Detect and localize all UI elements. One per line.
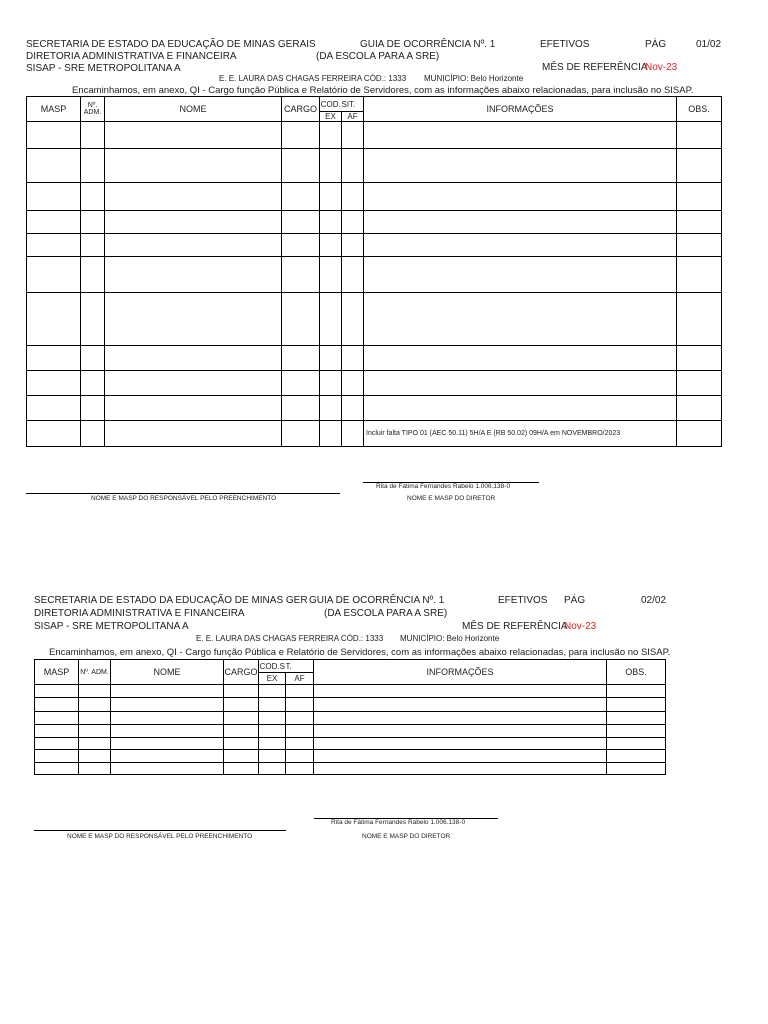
table-row [35, 750, 666, 763]
ocorrencia-table-1 [26, 96, 722, 447]
table-row [27, 122, 722, 149]
encaminhamos-text: Encaminhamos, em anexo, QI - Cargo função Pública e Relatório de Servidores, com as informações abaixo relacionadas, para inclusão no SISAP. [72, 85, 694, 96]
table-row [35, 763, 666, 775]
diretoria-title: DIRETORIA ADMINISTRATIVA E FINANCEIRA [26, 51, 237, 62]
sisap-title: SISAP - SRE METROPOLITANA A [34, 621, 189, 632]
header-sit: T. [286, 660, 314, 673]
informacoes-cell [314, 738, 607, 750]
header-informacoes: INFORMAÇÕES [364, 97, 677, 122]
informacoes-cell [314, 725, 607, 738]
informacoes-cell [364, 371, 677, 396]
mes-referencia-value: Nov-23 [645, 62, 678, 73]
header-informacoes: INFORMAÇÕES [314, 660, 607, 685]
table-row [35, 738, 666, 750]
table-row [27, 234, 722, 257]
table-row [27, 371, 722, 396]
pag-label: PÁG [564, 595, 586, 606]
header-sit: SIT. [342, 97, 364, 112]
header-af: AF [342, 112, 364, 122]
responsavel-label: NOME E MASP DO RESPONSÁVEL PELO PREENCHIMENTO [91, 495, 277, 502]
guia-title: GUIA DE OCORRÊNCIA Nº. 1 [309, 595, 445, 606]
header-nadm: Nº. ADM. [79, 660, 111, 685]
efetivos-label: EFETIVOS [540, 39, 590, 50]
informacoes-cell [364, 211, 677, 234]
mes-referencia-label: MÊS DE REFERÊNCIA [462, 621, 568, 632]
header-ex: EX [320, 112, 342, 122]
guia-title: GUIA DE OCORRÊNCIA Nº. 1 [360, 39, 496, 50]
header-nadm: Nº. ADM. [81, 97, 105, 122]
encaminhamos-text: Encaminhamos, em anexo, QI - Cargo função Pública e Relatório de Servidores, com as informações abaixo relacionadas, para inclusão no SISAP. [49, 647, 671, 658]
informacoes-cell [364, 396, 677, 421]
header-cargo: CARGO [224, 660, 259, 685]
escola-name: E. E. LAURA DAS CHAGAS FERREIRA CÓD.: 1333 [219, 74, 407, 83]
secretaria-title: SECRETARIA DE ESTADO DA EDUCAÇÃO DE MINAS GERAIS [26, 39, 316, 50]
secretaria-title: SECRETARIA DE ESTADO DA EDUCAÇÃO DE MINAS GER [34, 595, 308, 606]
informacoes-cell [364, 122, 677, 149]
pag-value: 01/02 [696, 39, 722, 50]
informacoes-cell [314, 685, 607, 698]
header-ex: EX [259, 673, 286, 685]
header-cod: COD. [320, 97, 342, 112]
responsavel-label: NOME E MASP DO RESPONSÁVEL PELO PREENCHIMENTO [67, 833, 253, 840]
header-cargo: CARGO [282, 97, 320, 122]
informacoes-cell [314, 712, 607, 725]
escola-sre-note: (DA ESCOLA PARA A SRE) [316, 51, 440, 62]
informacoes-cell [364, 183, 677, 211]
informacoes-cell [364, 234, 677, 257]
diretor-label: NOME E MASP DO DIRETOR [362, 833, 451, 840]
table-row [27, 149, 722, 183]
table-row [27, 183, 722, 211]
table-row [35, 712, 666, 725]
table-row [35, 698, 666, 712]
municipio: MUNICÍPIO: Belo Horizonte [424, 74, 524, 83]
header-masp: MASP [27, 97, 81, 122]
escola-name: E. E. LAURA DAS CHAGAS FERREIRA CÓD.: 1333 [196, 634, 384, 643]
escola-sre-note: (DA ESCOLA PARA A SRE) [324, 608, 448, 619]
header-cod: COD.S [259, 661, 285, 671]
table-row [27, 293, 722, 346]
mes-referencia-value: Nov-23 [564, 621, 597, 632]
header-obs: OBS. [607, 660, 666, 685]
table-row [27, 346, 722, 371]
header-af: AF [286, 673, 314, 685]
efetivos-label: EFETIVOS [498, 595, 548, 606]
sisap-title: SISAP - SRE METROPOLITANA A [26, 63, 181, 74]
diretoria-title: DIRETORIA ADMINISTRATIVA E FINANCEIRA [34, 608, 245, 619]
header-obs: OBS. [677, 97, 722, 122]
informacoes-cell: Incluir falta TIPO 01 (AEC 50.11) 5H/A E (RB 50.02) 09H/A em NOVEMBRO/2023 [364, 421, 677, 447]
informacoes-cell [364, 257, 677, 293]
responsavel-signature-line [26, 493, 340, 494]
diretor-name: Rita de Fátima Fernandes Rabelo 1.006.138-0 [331, 819, 466, 826]
diretor-label: NOME E MASP DO DIRETOR [407, 495, 496, 502]
table-row [35, 685, 666, 698]
header-nome: NOME [111, 660, 224, 685]
mes-referencia-label: MÊS DE REFERÊNCIA [542, 62, 648, 73]
ocorrencia-table-2 [34, 659, 666, 775]
informacoes-cell [364, 293, 677, 346]
informacoes-cell [364, 149, 677, 183]
informacoes-cell [364, 346, 677, 371]
header-masp: MASP [35, 660, 79, 685]
table-row [27, 211, 722, 234]
informacoes-cell [314, 750, 607, 763]
municipio: MUNICÍPIO: Belo Horizonte [400, 634, 500, 643]
header-nome: NOME [105, 97, 282, 122]
pag-label: PÁG [645, 39, 667, 50]
informacoes-cell [314, 763, 607, 775]
responsavel-signature-line [34, 830, 286, 831]
diretor-name: Rita de Fátima Fernandes Rabelo 1.006.138-0 [376, 483, 511, 490]
table-row [35, 725, 666, 738]
table-row [27, 257, 722, 293]
table-row [27, 421, 722, 447]
table-row [27, 396, 722, 421]
informacoes-cell [314, 698, 607, 712]
pag-value: 02/02 [641, 595, 667, 606]
